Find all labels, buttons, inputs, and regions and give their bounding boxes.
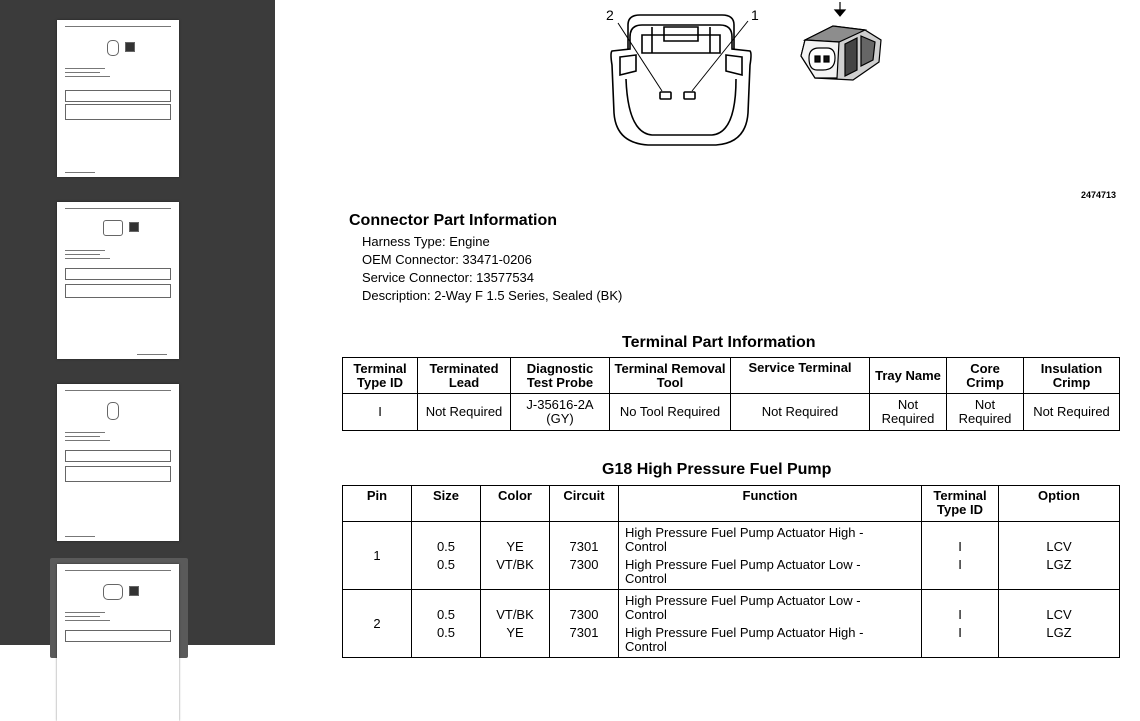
oem-connector: OEM Connector: 33471-0206 (362, 252, 532, 267)
pinout-table (342, 485, 1120, 658)
td-terminal-type-id (922, 522, 999, 590)
th-terminal-type-id: Terminal Type ID (343, 358, 418, 394)
thumbnail-sidebar (0, 0, 275, 645)
th-terminated-lead: Terminated Lead (418, 358, 511, 394)
th-pin: Pin (343, 486, 412, 522)
size-b: 0.5 (436, 556, 456, 572)
th-terminal-type-id: Terminal Type ID (922, 486, 999, 522)
option-b: LGZ (1046, 624, 1072, 640)
size-a: 0.5 (436, 606, 456, 622)
figure-id: 2474713 (1081, 190, 1117, 200)
page-thumbnail-4-selected[interactable] (50, 558, 188, 658)
td-circuit (550, 590, 619, 658)
option-a: LCV (1046, 606, 1072, 622)
td-color (481, 590, 550, 658)
table-header-row (343, 358, 1120, 394)
table-row (343, 590, 1120, 658)
table-row (343, 522, 1120, 590)
th-color: Color (481, 486, 550, 522)
connector-description: Description: 2-Way F 1.5 Series, Sealed (BK) (362, 288, 623, 303)
th-function: Function (619, 486, 922, 522)
td-service-terminal: Not Required (731, 394, 870, 431)
th-insulation-crimp: Insulation Crimp (1024, 358, 1120, 394)
th-size: Size (412, 486, 481, 522)
circuit-a: 7301 (569, 538, 599, 554)
th-diagnostic-test-probe: Diagnostic Test Probe (511, 358, 610, 394)
th-core-crimp: Core Crimp (947, 358, 1024, 394)
thumbnail-page-image (57, 202, 179, 359)
td-pin: 1 (343, 522, 412, 590)
option-a: LCV (1046, 538, 1072, 554)
function-a: High Pressure Fuel Pump Actuator Low - Control (625, 592, 861, 622)
pinout-title: G18 High Pressure Fuel Pump (602, 461, 832, 478)
thumbnail-page-image (57, 384, 179, 541)
td-pin: 2 (343, 590, 412, 658)
circuit-b: 7301 (569, 624, 599, 640)
td-size (412, 590, 481, 658)
document-page (275, 0, 1140, 654)
color-b: VT/BK (496, 556, 534, 572)
td-terminal-type-id (922, 590, 999, 658)
size-b: 0.5 (436, 624, 456, 640)
color-a: VT/BK (496, 606, 534, 622)
page-thumbnail-1[interactable] (50, 14, 188, 184)
terminal-info-table (342, 357, 1120, 431)
size-a: 0.5 (436, 538, 456, 554)
service-connector: Service Connector: 13577534 (362, 270, 535, 285)
th-circuit: Circuit (550, 486, 619, 522)
td-diagnostic-test-probe: J-35616-2A (GY) (511, 394, 610, 431)
color-b: YE (506, 624, 524, 640)
type-id-b: I (958, 556, 962, 572)
callout-pin-2: 2 (606, 7, 614, 23)
type-id-a: I (958, 606, 962, 622)
th-option: Option (999, 486, 1120, 522)
function-a: High Pressure Fuel Pump Actuator High - Control (625, 524, 864, 554)
td-option (999, 522, 1120, 590)
type-id-b: I (958, 624, 962, 640)
td-terminal-type-id: I (343, 394, 418, 431)
td-circuit (550, 522, 619, 590)
color-a: YE (506, 538, 524, 554)
td-size (412, 522, 481, 590)
th-tray-name: Tray Name (870, 358, 947, 394)
connector-info-title: Connector Part Information (349, 212, 558, 229)
td-insulation-crimp: Not Required (1024, 394, 1120, 431)
function-b: High Pressure Fuel Pump Actuator High - Control (625, 624, 864, 654)
terminal-info-title: Terminal Part Information (622, 334, 816, 351)
table-header-row (343, 486, 1120, 522)
th-terminal-removal-tool: Terminal Removal Tool (610, 358, 731, 394)
harness-type: Harness Type: Engine (362, 234, 490, 249)
td-tray-name: Not Required (870, 394, 947, 431)
td-core-crimp: Not Required (947, 394, 1024, 431)
circuit-b: 7300 (569, 556, 599, 572)
option-b: LGZ (1046, 556, 1072, 572)
td-terminal-removal-tool: No Tool Required (610, 394, 731, 431)
table-row (343, 394, 1120, 431)
thumbnail-page-image (57, 564, 179, 721)
td-function (619, 590, 922, 658)
type-id-a: I (958, 538, 962, 554)
page-thumbnail-3[interactable] (50, 378, 188, 548)
th-service-terminal: Service Terminal (731, 358, 870, 394)
callout-pin-1: 1 (751, 7, 759, 23)
connector-face-diagram (600, 5, 760, 155)
td-terminated-lead: Not Required (418, 394, 511, 431)
td-color (481, 522, 550, 590)
circuit-a: 7300 (569, 606, 599, 622)
td-function (619, 522, 922, 590)
thumbnail-page-image (57, 20, 179, 177)
page-thumbnail-2[interactable] (50, 196, 188, 366)
td-option (999, 590, 1120, 658)
connector-iso-diagram (795, 0, 885, 92)
function-b: High Pressure Fuel Pump Actuator Low - Control (625, 556, 861, 586)
